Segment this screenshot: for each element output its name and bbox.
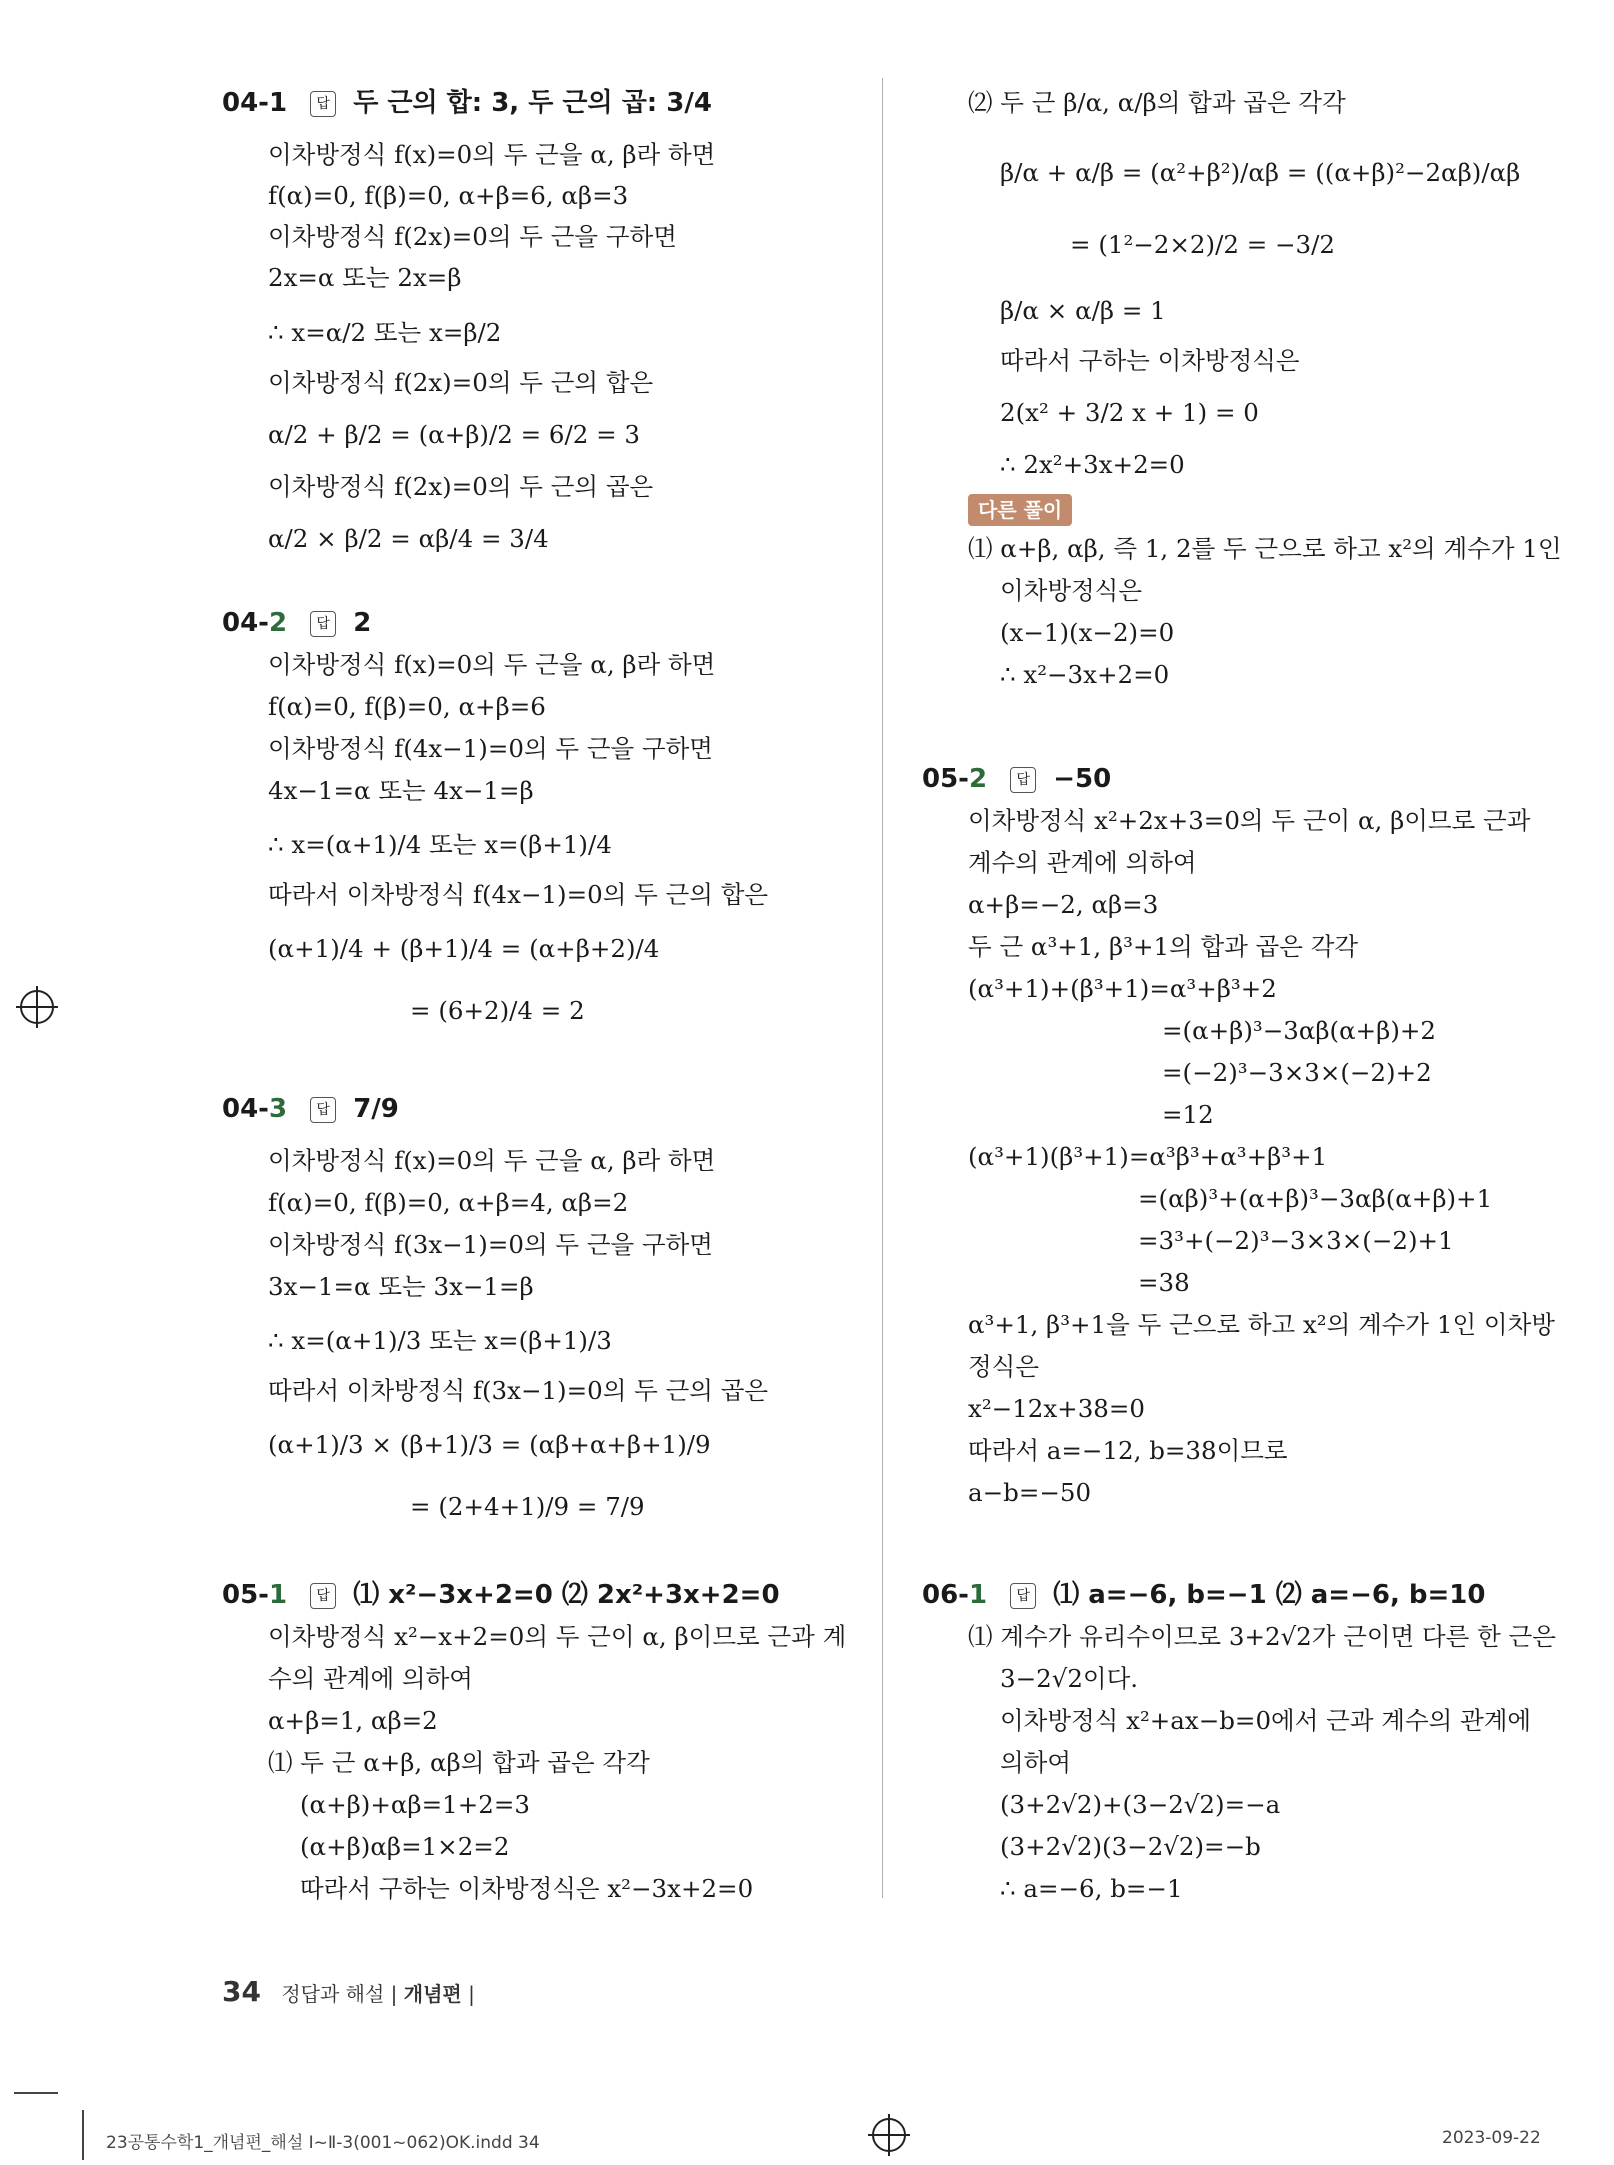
solution-line: 이차방정식 f(2x)=0의 두 근을 구하면 (268, 222, 677, 251)
solution-line: ⑴ 두 근 α+β, αβ의 합과 곱은 각각 (268, 1748, 650, 1777)
alt-solution-label-row (968, 494, 1072, 526)
problem-header (922, 1580, 1485, 1610)
solution-line: 2(x² + 3/2 x + 1) = 0 (1000, 398, 1259, 427)
solution-line: 정식은 (968, 1352, 1040, 1381)
registration-mark-icon (20, 990, 54, 1024)
solution-line: 따라서 이차방정식 f(4x−1)=0의 두 근의 합은 (268, 880, 769, 909)
solution-line: =12 (1162, 1100, 1214, 1129)
solution-line: x²−12x+38=0 (968, 1394, 1145, 1423)
solution-line: α/2 + β/2 = (α+β)/2 = 6/2 = 3 (268, 420, 641, 449)
answer-text: −50 (1053, 764, 1112, 794)
solution-line: 3−2√2이다. (1000, 1664, 1139, 1693)
problem-number: 1 (268, 1580, 288, 1610)
page-number: 34 (222, 1975, 261, 2008)
solution-line: 2x=α 또는 2x=β (268, 263, 462, 292)
solution-line: 이차방정식 f(3x−1)=0의 두 근을 구하면 (268, 1230, 713, 1259)
problem-number: 3 (268, 1094, 288, 1124)
solution-line: α+β=1, αβ=2 (268, 1706, 438, 1735)
solution-line: = (6+2)/4 = 2 (410, 996, 585, 1025)
solution-line: ∴ x=(α+1)/4 또는 x=(β+1)/4 (268, 830, 612, 859)
solution-line: (α³+1)(β³+1)=α³β³+α³+β³+1 (968, 1142, 1328, 1171)
solution-line: =(αβ)³+(α+β)³−3αβ(α+β)+1 (1138, 1184, 1493, 1213)
problem-number-prefix: 04- (222, 1094, 269, 1124)
problem-header (222, 608, 371, 638)
problem-header (222, 1094, 399, 1124)
solution-line: 수의 관계에 의하여 (268, 1664, 473, 1693)
solution-line: 4x−1=α 또는 4x−1=β (268, 776, 534, 805)
answer-text: 7/9 (353, 1094, 399, 1124)
solution-line: ∴ x=α/2 또는 x=β/2 (268, 318, 502, 347)
solution-line: (3+2√2)(3−2√2)=−b (1000, 1832, 1261, 1861)
solution-line: 이차방정식 f(x)=0의 두 근을 α, β라 하면 (268, 140, 716, 169)
solution-line: ∴ a=−6, b=−1 (1000, 1874, 1183, 1903)
problem-number: 1 (968, 1580, 988, 1610)
problem-number: 2 (968, 764, 988, 794)
solution-line: 이차방정식 f(4x−1)=0의 두 근을 구하면 (268, 734, 713, 763)
solution-line: 이차방정식 f(x)=0의 두 근을 α, β라 하면 (268, 1146, 716, 1175)
solution-line: ⑴ α+β, αβ, 즉 1, 2를 두 근으로 하고 x²의 계수가 1인 (968, 534, 1562, 563)
solution-line: 이차방정식은 (1000, 576, 1143, 605)
solution-line: ⑵ 두 근 β/α, α/β의 합과 곱은 각각 (968, 88, 1346, 117)
solution-line: 따라서 구하는 이차방정식은 x²−3x+2=0 (300, 1874, 754, 1903)
answer-badge: 답 (1010, 767, 1036, 793)
solution-line: 이차방정식 x²−x+2=0의 두 근이 α, β이므로 근과 계 (268, 1622, 847, 1651)
indd-slug: 23공통수학1_개념편_해설 Ⅰ~Ⅱ-3(001~062)OK.indd 34 (106, 2133, 540, 2153)
solution-line: 계수의 관계에 의하여 (968, 848, 1197, 877)
slug-date: 2023-09-22 (1442, 2128, 1541, 2148)
answer-badge: 답 (310, 1097, 336, 1123)
solution-line: ∴ x=(α+1)/3 또는 x=(β+1)/3 (268, 1326, 612, 1355)
solution-line: ∴ 2x²+3x+2=0 (1000, 450, 1185, 479)
solution-line: a−b=−50 (968, 1478, 1092, 1507)
solution-line: f(α)=0, f(β)=0, α+β=4, αβ=2 (268, 1188, 629, 1217)
problem-number-prefix: 05- (222, 1580, 269, 1610)
footer-section: 개념편 (403, 1982, 462, 2006)
answer-badge: 답 (310, 611, 336, 637)
footer-separator: | (468, 1982, 475, 2006)
solution-line: (α³+1)+(β³+1)=α³+β³+2 (968, 974, 1277, 1003)
solution-line: 이차방정식 x²+ax−b=0에서 근과 계수의 관계에 (1000, 1706, 1532, 1735)
problem-number: 2 (268, 608, 288, 638)
solution-line: (α+1)/3 × (β+1)/3 = (αβ+α+β+1)/9 (268, 1430, 711, 1459)
solution-line: =38 (1138, 1268, 1190, 1297)
solution-line: f(α)=0, f(β)=0, α+β=6 (268, 692, 546, 721)
solution-line: (α+1)/4 + (β+1)/4 = (α+β+2)/4 (268, 934, 660, 963)
solution-line: (α+β)+αβ=1+2=3 (300, 1790, 530, 1819)
solution-line: 따라서 a=−12, b=38이므로 (968, 1436, 1288, 1465)
solution-line: =(−2)³−3×3×(−2)+2 (1162, 1058, 1432, 1087)
answer-text: 2 (353, 608, 372, 638)
solution-line: f(α)=0, f(β)=0, α+β=6, αβ=3 (268, 181, 629, 210)
solution-line: α+β=−2, αβ=3 (968, 890, 1159, 919)
solution-line: =3³+(−2)³−3×3×(−2)+1 (1138, 1226, 1454, 1255)
problem-number-prefix: 04- (222, 608, 269, 638)
solution-line: = (1²−2×2)/2 = −3/2 (1070, 230, 1335, 259)
solution-line: ⑴ 계수가 유리수이므로 3+2√2가 근이면 다른 한 근은 (968, 1622, 1556, 1651)
solution-line: 두 근 α³+1, β³+1의 합과 곱은 각각 (968, 932, 1359, 961)
answer-text: 두 근의 합: 3, 두 근의 곱: 3/4 (353, 88, 712, 118)
registration-mark-icon (872, 2118, 906, 2152)
problem-number-prefix: 05- (922, 764, 969, 794)
answer-text: ⑴ a=−6, b=−1 ⑵ a=−6, b=10 (1053, 1580, 1486, 1610)
page-footer (222, 1975, 475, 2008)
footer-separator: | (390, 1982, 398, 2006)
solution-line: β/α × α/β = 1 (1000, 296, 1166, 325)
solution-line: α/2 × β/2 = αβ/4 = 3/4 (268, 524, 549, 553)
crop-mark-icon (82, 2110, 84, 2160)
solution-line: α³+1, β³+1을 두 근으로 하고 x²의 계수가 1인 이차방 (968, 1310, 1555, 1339)
solution-line: β/α + α/β = (α²+β²)/αβ = ((α+β)²−2αβ)/αβ (1000, 158, 1521, 187)
footer-title: 정답과 해설 (281, 1982, 385, 2006)
problem-header (222, 88, 712, 118)
solution-line: (3+2√2)+(3−2√2)=−a (1000, 1790, 1281, 1819)
alt-solution-label: 다른 풀이 (968, 494, 1072, 526)
solution-line: 3x−1=α 또는 3x−1=β (268, 1272, 534, 1301)
solution-line: (α+β)αβ=1×2=2 (300, 1832, 510, 1861)
problem-number: 1 (268, 88, 288, 118)
solution-line: ∴ x²−3x+2=0 (1000, 660, 1170, 689)
crop-mark-icon (14, 2092, 58, 2094)
solution-line: 이차방정식 f(x)=0의 두 근을 α, β라 하면 (268, 650, 716, 679)
solution-line: 의하여 (1000, 1748, 1072, 1777)
answer-text: ⑴ x²−3x+2=0 ⑵ 2x²+3x+2=0 (353, 1580, 780, 1610)
solution-line: (x−1)(x−2)=0 (1000, 618, 1175, 647)
problem-header (922, 764, 1111, 794)
solution-line: =(α+β)³−3αβ(α+β)+2 (1162, 1016, 1436, 1045)
answer-badge: 답 (1010, 1583, 1036, 1609)
column-divider (882, 78, 883, 1898)
solution-line: 따라서 이차방정식 f(3x−1)=0의 두 근의 곱은 (268, 1376, 769, 1405)
solution-line: 이차방정식 x²+2x+3=0의 두 근이 α, β이므로 근과 (968, 806, 1531, 835)
problem-header (222, 1580, 780, 1610)
solution-line: = (2+4+1)/9 = 7/9 (410, 1492, 645, 1521)
answer-badge: 답 (310, 1583, 336, 1609)
solution-line: 이차방정식 f(2x)=0의 두 근의 곱은 (268, 472, 654, 501)
problem-number-prefix: 04- (222, 88, 269, 118)
problem-number-prefix: 06- (922, 1580, 969, 1610)
solution-line: 따라서 구하는 이차방정식은 (1000, 346, 1300, 375)
answer-badge: 답 (310, 91, 336, 117)
solution-line: 이차방정식 f(2x)=0의 두 근의 합은 (268, 368, 654, 397)
